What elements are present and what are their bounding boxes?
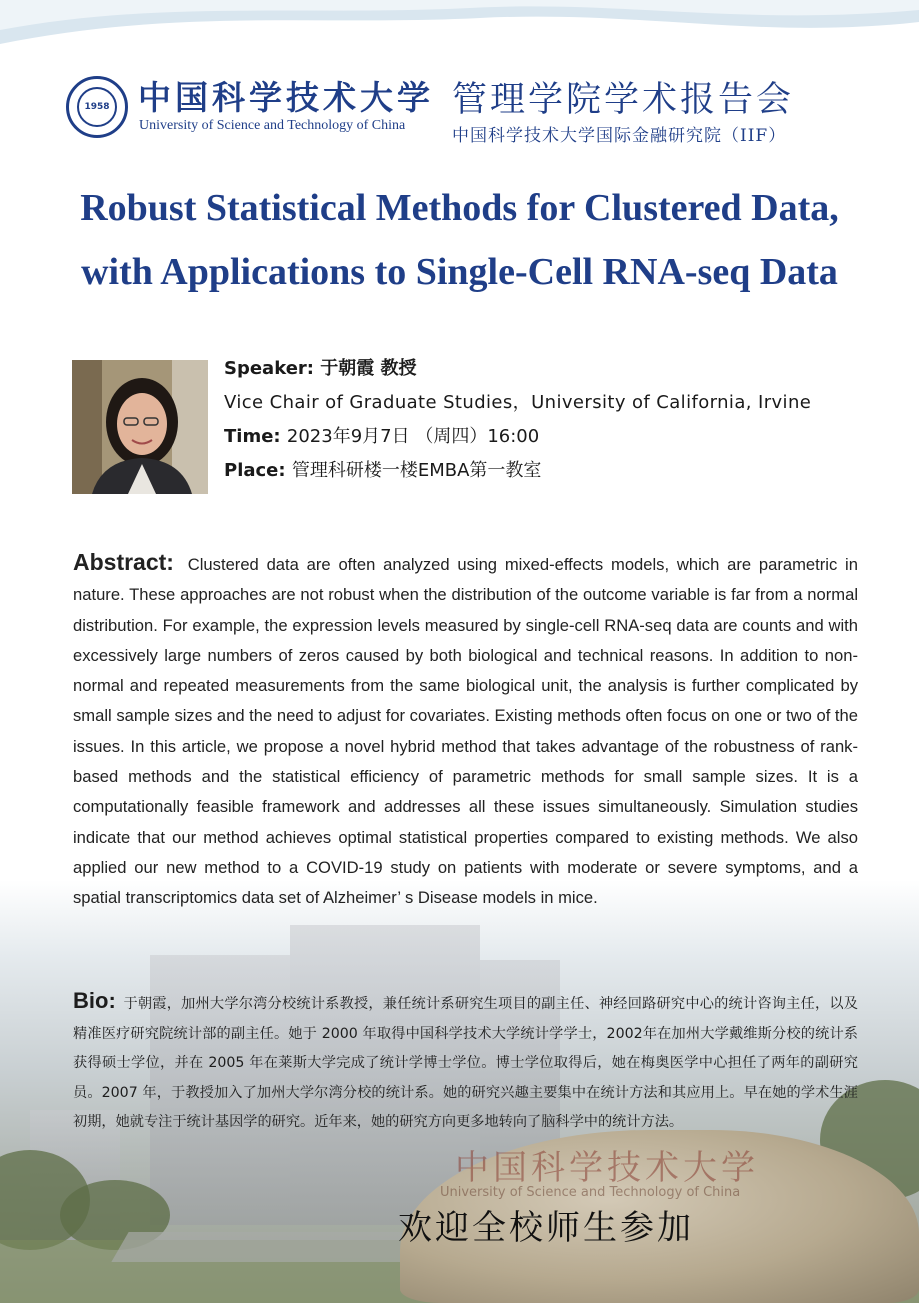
- speaker-affiliation: Vice Chair of Graduate Studies，University of California, Irvine: [224, 392, 812, 413]
- bio-paragraph: [73, 986, 858, 1138]
- seal-year: 1958: [77, 87, 117, 127]
- university-name-chinese: 中国科学技术大学: [138, 78, 434, 117]
- welcome-message: 欢迎全校师生参加: [398, 1208, 694, 1248]
- abstract-paragraph: [73, 547, 858, 914]
- time-value: 2023年9月7日 （周四）16:00: [286, 426, 540, 447]
- university-name-english: University of Science and Technology of China: [139, 118, 406, 133]
- place-line: [224, 458, 864, 484]
- time-line: [224, 424, 864, 450]
- talk-title: [40, 176, 879, 304]
- speaker-photo: [72, 360, 208, 494]
- abstract-text: Clustered data are often analyzed using mixed-effects models, which are parametric in nature. These approaches are not robust when the distribution of the outcome variable is far from a normal distribution. For example, the expression levels measured by single-cell RNA-seq data are counts and with excessively large numbers of zeros caused by both biological and technical reasons. In addition to non-normal and repeated measurements from the same biological unit, the analysis is further complicated by small sample sizes and the need to adjust for covariates. Existing methods often focus on one or two of the issues. In this article, we propose a novel hybrid method that takes advantage of the robustness of rank-based methods and the statistical efficiency of parametric methods for small sample sizes. It is a computationally feasible framework and addresses all these issues simultaneously. Simulation studies indicate that our method achieves optimal statistical properties compared to existing methods. We also applied our new method to a COVID-19 study on patients with moderate or severe symptoms, and a spatial transcriptomics data set of Alzheimer’ s Disease models in mice.: [73, 555, 858, 908]
- place-value: 管理科研楼一楼EMBA第一教室: [291, 460, 542, 481]
- talk-title-line-2: with Applications to Single-Cell RNA-seq Data: [81, 251, 838, 293]
- speaker-name: 于朝霞 教授: [320, 358, 417, 379]
- rock-engraving: 中国科学技术大学: [455, 1148, 759, 1188]
- bio-label: Bio:: [73, 988, 116, 1013]
- abstract-label: Abstract:: [73, 549, 174, 575]
- time-label: Time:: [224, 426, 287, 447]
- series-subtitle: 中国科学技术大学国际金融研究院（IIF）: [452, 126, 787, 146]
- talk-title-line-1: Robust Statistical Methods for Clustered Data,: [80, 187, 839, 229]
- top-wave-decoration: [0, 0, 919, 60]
- bio-text: 于朝霞，加州大学尔湾分校统计系教授，兼任统计系研究生项目的副主任、神经回路研究中心的统计咨询主任，以及精准医疗研究院统计部的副主任。她于 2000 年取得中国科学技术大学统计学学士，2002年在加州大学戴维斯分校的统计系获得硕士学位，并在 2005 年在莱斯大学完成了统计学博士学位。博士学位取得后，她在梅奥医学中心担任了两年的副研究员。2007 年，于教授加入了加州大学尔湾分校的统计系。她的研究兴趣主要集中在统计方法和其应用上。早在她的学术生涯初期，她就专注于统计基因学的研究。近年来，她的研究方向更多地转向了脑科学中的统计方法。: [73, 996, 858, 1131]
- university-seal-logo: [66, 76, 128, 138]
- speaker-label: Speaker:: [224, 358, 321, 379]
- series-title: 管理学院学术报告会: [452, 80, 795, 120]
- place-label: Place:: [224, 460, 292, 481]
- speaker-info: [224, 356, 864, 492]
- rock-engraving-english: University of Science and Technology of China: [440, 1185, 741, 1200]
- speaker-line: [224, 356, 864, 382]
